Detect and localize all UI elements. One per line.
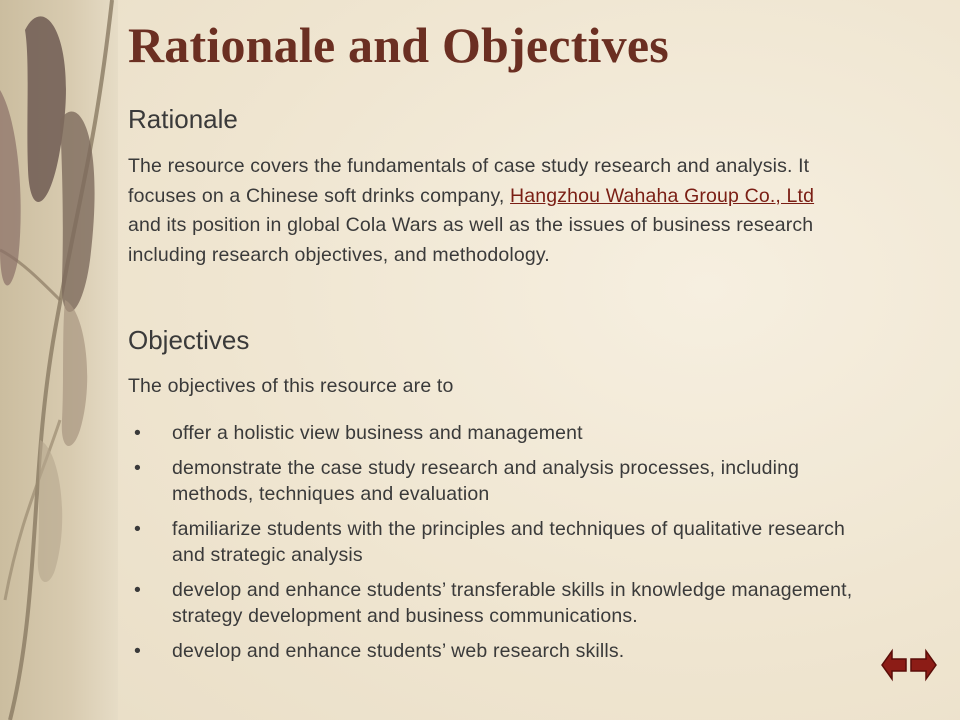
bullet-icon: • — [134, 518, 141, 540]
list-item — [128, 455, 868, 507]
leaf-branch-icon — [0, 0, 112, 720]
leaf-branch-decoration — [0, 0, 120, 720]
list-item — [128, 638, 868, 664]
rationale-heading: Rationale — [128, 104, 238, 134]
rationale-text-after: and its position in global Cola Wars as well as the issues of business research including research objectives, and methodology. — [128, 214, 814, 266]
list-item — [128, 577, 868, 629]
back-arrow-icon[interactable] — [880, 648, 908, 682]
list-item — [128, 516, 868, 568]
wahaha-link[interactable]: Hangzhou Wahaha Group Co., Ltd — [510, 184, 815, 207]
list-item-text: familiarize students with the principles and techniques of qualitative research and strategic analysis — [172, 518, 846, 566]
objectives-heading: Objectives — [128, 325, 250, 355]
list-item-text: demonstrate the case study research and analysis processes, including methods, techniques and evaluation — [172, 457, 800, 505]
forward-arrow-icon[interactable] — [908, 648, 938, 682]
rationale-paragraph — [128, 152, 848, 270]
list-item-text: develop and enhance students’ transferable skills in knowledge management, strategy development and business communications. — [172, 579, 853, 627]
bullet-icon: • — [134, 457, 141, 479]
rationale-text-before: The resource covers the fundamentals of case study research and analysis. It focuses on a Chinese soft drinks company, — [128, 155, 810, 207]
objectives-intro: The objectives of this resource are to — [128, 375, 454, 397]
list-item-text: offer a holistic view business and management — [172, 422, 583, 444]
objectives-list — [128, 420, 868, 673]
list-item — [128, 420, 868, 446]
page-title: Rationale and Objectives — [128, 17, 669, 73]
list-item-text: develop and enhance students’ web research skills. — [172, 640, 625, 662]
bullet-icon: • — [134, 579, 141, 601]
bullet-icon: • — [134, 422, 141, 444]
bullet-icon: • — [134, 640, 141, 662]
